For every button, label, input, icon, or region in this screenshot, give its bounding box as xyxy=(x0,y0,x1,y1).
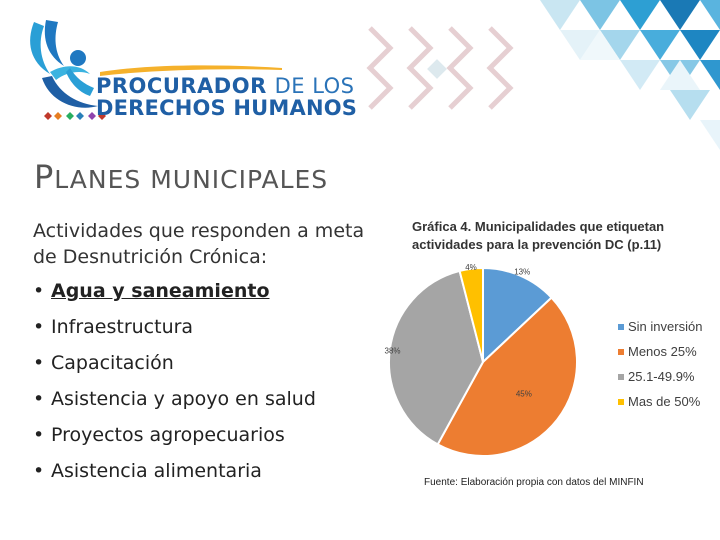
page-title: PLANES MUNICIPALES xyxy=(34,158,329,196)
decorative-pattern-icon xyxy=(360,18,540,128)
legend-swatch xyxy=(618,399,624,405)
slice-data-label: 13% xyxy=(514,267,531,277)
list-item: • Capacitación xyxy=(33,349,316,385)
legend-label: Menos 25% xyxy=(628,344,697,359)
slice-data-label: 45% xyxy=(515,389,532,399)
list-item: • Agua y saneamiento xyxy=(33,277,316,313)
activity-list xyxy=(33,277,316,493)
bullet-icon: • xyxy=(33,352,45,374)
legend-swatch xyxy=(618,374,624,380)
chart-title: Gráfica 4. Municipalidades que etiquetan actividades para la prevención DC (p.11) xyxy=(412,219,665,252)
section-subtitle: Actividades que responden a meta de Desnutrición Crónica: xyxy=(33,220,365,268)
legend-swatch xyxy=(618,324,624,330)
slice-data-label: 38% xyxy=(384,346,401,356)
legend-label: Sin inversión xyxy=(628,319,703,334)
list-item: • Infraestructura xyxy=(33,313,316,349)
list-item: • Proyectos agropecuarios xyxy=(33,421,316,457)
bullet-icon: • xyxy=(33,388,45,410)
legend-label: 25.1-49.9% xyxy=(628,369,695,384)
logo-text-line1: PROCURADOR DE LOS xyxy=(96,74,355,98)
bullet-icon: • xyxy=(33,280,45,302)
pie-chart xyxy=(380,262,720,472)
bullet-icon: • xyxy=(33,316,45,338)
legend-label: Mas de 50% xyxy=(628,394,701,409)
list-item: • Asistencia alimentaria xyxy=(33,457,316,493)
triangle-pattern-icon xyxy=(520,0,720,160)
bullet-icon: • xyxy=(33,460,45,482)
list-item: • Asistencia y apoyo en salud xyxy=(33,385,316,421)
logo-text-line2: DERECHOS HUMANOS xyxy=(96,96,358,120)
slice-data-label: 4% xyxy=(465,262,477,272)
bullet-icon: • xyxy=(33,424,45,446)
chart-source: Fuente: Elaboración propia con datos del MINFIN xyxy=(424,477,644,488)
legend-swatch xyxy=(618,349,624,355)
